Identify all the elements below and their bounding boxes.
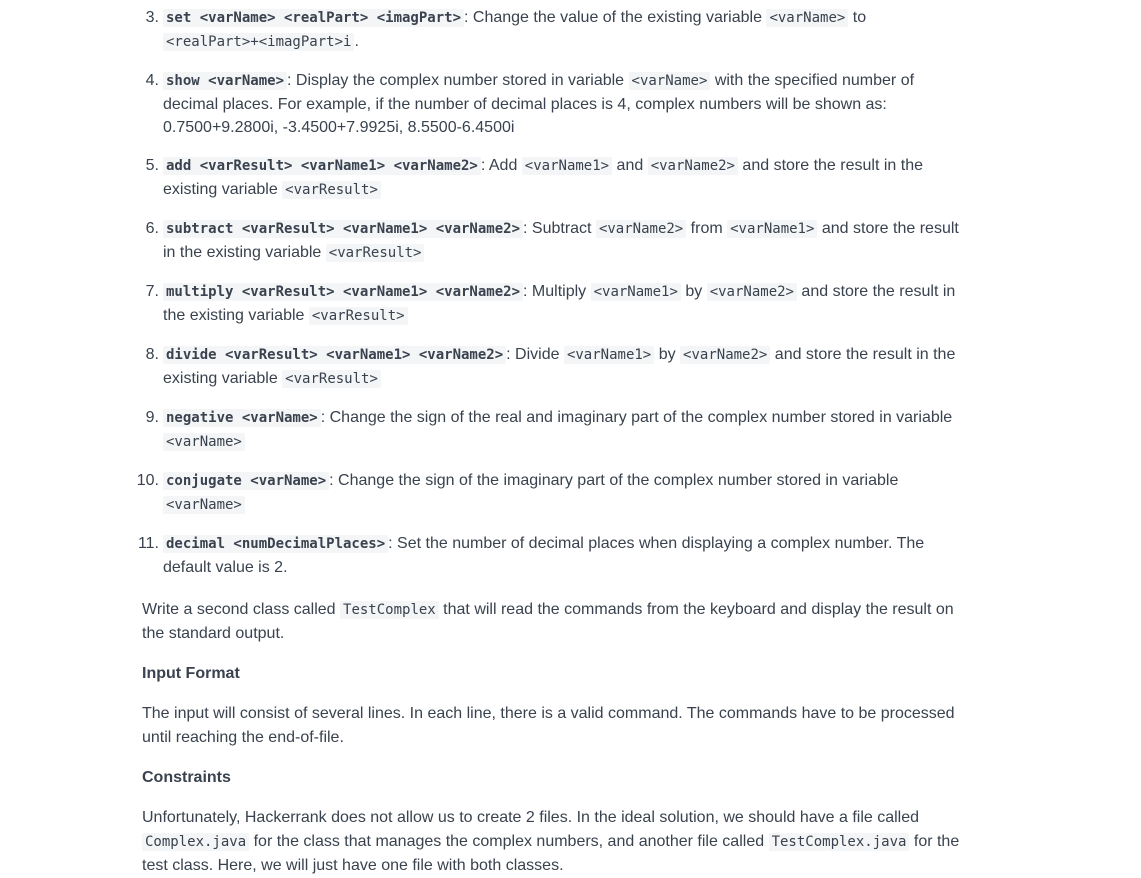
command-description-text: and store the result in the existing variable	[163, 346, 956, 387]
command-description-text: by	[680, 283, 707, 300]
item-number: 11.	[137, 535, 159, 552]
command-item	[137, 532, 964, 579]
command-description-text: and store the result in the existing variable	[163, 220, 959, 261]
command-syntax: negative <varName>	[163, 409, 321, 427]
inline-code: <varName2>	[680, 346, 770, 364]
command-description-text: : Change the sign of the imaginary part of the complex number stored in variable	[329, 472, 899, 489]
command-description-text: : Set the number of decimal places when displaying a complex number. The default value is 2.	[163, 535, 925, 576]
item-number: 5.	[145, 157, 159, 174]
inline-code: <varResult>	[282, 370, 381, 388]
command-item	[142, 280, 964, 328]
constraints-paragraph	[142, 806, 964, 878]
command-description-text: : Subtract	[523, 220, 596, 237]
item-number: 3.	[145, 9, 159, 26]
inline-code: <varResult>	[309, 307, 408, 325]
inline-code: <varName2>	[596, 220, 686, 238]
command-item	[142, 217, 964, 265]
item-number: 6.	[145, 220, 159, 237]
item-number: 4.	[145, 72, 159, 89]
command-description-text: to	[848, 9, 867, 26]
command-description-text: : Change the sign of the real and imaginary part of the complex number stored in variable	[320, 409, 953, 426]
input-format-heading: Input Format	[142, 665, 240, 682]
command-syntax: add <varResult> <varName1> <varName2>	[163, 157, 481, 175]
command-description-text: by	[654, 346, 681, 363]
second-class-text-after: that will read the commands from the keyboard and display the result on the standard output.	[142, 601, 954, 642]
second-class-text-before: Write a second class called	[142, 601, 341, 618]
item-number: 7.	[145, 283, 159, 300]
second-class-paragraph	[142, 598, 964, 646]
complex-java-code: Complex.java	[142, 833, 249, 851]
command-description-text: : Add	[480, 157, 522, 174]
constraints-heading: Constraints	[142, 769, 231, 786]
item-number: 8.	[145, 346, 159, 363]
inline-code: <varName>	[163, 433, 245, 451]
constraints-text-3: for the test class. Here, we will just have one file with both classes.	[142, 833, 960, 874]
command-syntax: show <varName>	[163, 72, 287, 90]
inline-code: <varName1>	[591, 283, 681, 301]
item-number: 9.	[145, 409, 159, 426]
inline-code: <varName>	[163, 496, 245, 514]
inline-code: <varName2>	[648, 157, 738, 175]
command-item	[142, 69, 964, 139]
command-syntax: set <varName> <realPart> <imagPart>	[163, 9, 464, 27]
command-description-text: from	[686, 220, 728, 237]
command-item	[142, 343, 964, 391]
constraints-text-2: for the class that manages the complex numbers, and another file called	[249, 833, 769, 850]
inline-code: <varName1>	[727, 220, 817, 238]
inline-code: <varResult>	[326, 244, 425, 262]
input-format-text: The input will consist of several lines. In each line, there is a valid command. The commands have to be processed until reaching the end-of-file.	[142, 705, 955, 746]
problem-statement	[136, 6, 964, 878]
inline-code: <varResult>	[282, 181, 381, 199]
command-syntax: subtract <varResult> <varName1> <varName2>	[163, 220, 523, 238]
command-list	[136, 6, 964, 579]
command-description-text: : Divide	[506, 346, 564, 363]
inline-code: <varName1>	[564, 346, 654, 364]
command-item	[142, 406, 964, 454]
item-number: 10.	[136, 472, 159, 489]
test-complex-java-code: TestComplex.java	[769, 833, 910, 851]
constraints-text-1: Unfortunately, Hackerrank does not allow us to create 2 files. In the ideal solution, we should have a file called	[142, 809, 920, 826]
command-item	[136, 469, 964, 517]
command-description-text: : Change the value of the existing variable	[464, 9, 767, 26]
inline-code: <varName2>	[707, 283, 797, 301]
inline-code: <varName1>	[522, 157, 612, 175]
inline-code: <varName>	[766, 9, 848, 27]
command-syntax: divide <varResult> <varName1> <varName2>	[163, 346, 506, 364]
command-description-text: and	[612, 157, 648, 174]
command-syntax: multiply <varResult> <varName1> <varName2>	[163, 283, 523, 301]
command-description-text: : Display the complex number stored in variable	[287, 72, 629, 89]
command-syntax: decimal <numDecimalPlaces>	[163, 535, 388, 553]
command-description-text: and store the result in the existing variable	[163, 283, 956, 324]
inline-code: <realPart>+<imagPart>i	[163, 33, 354, 51]
command-description-text: .	[354, 33, 359, 50]
command-description-text: : Multiply	[523, 283, 591, 300]
test-complex-code: TestComplex	[340, 601, 439, 619]
command-syntax: conjugate <varName>	[163, 472, 329, 490]
command-item	[142, 6, 964, 54]
command-item	[142, 154, 964, 202]
command-description-text: and store the result in the existing variable	[163, 157, 923, 198]
command-description-text: with the specified number of decimal places. For example, if the number of decimal places is 4, complex numbers will be shown as: 0.7500+9.2800i, -3.4500+7.9925i, 8.5500-6.4500i	[163, 72, 915, 136]
inline-code: <varName>	[629, 72, 711, 90]
